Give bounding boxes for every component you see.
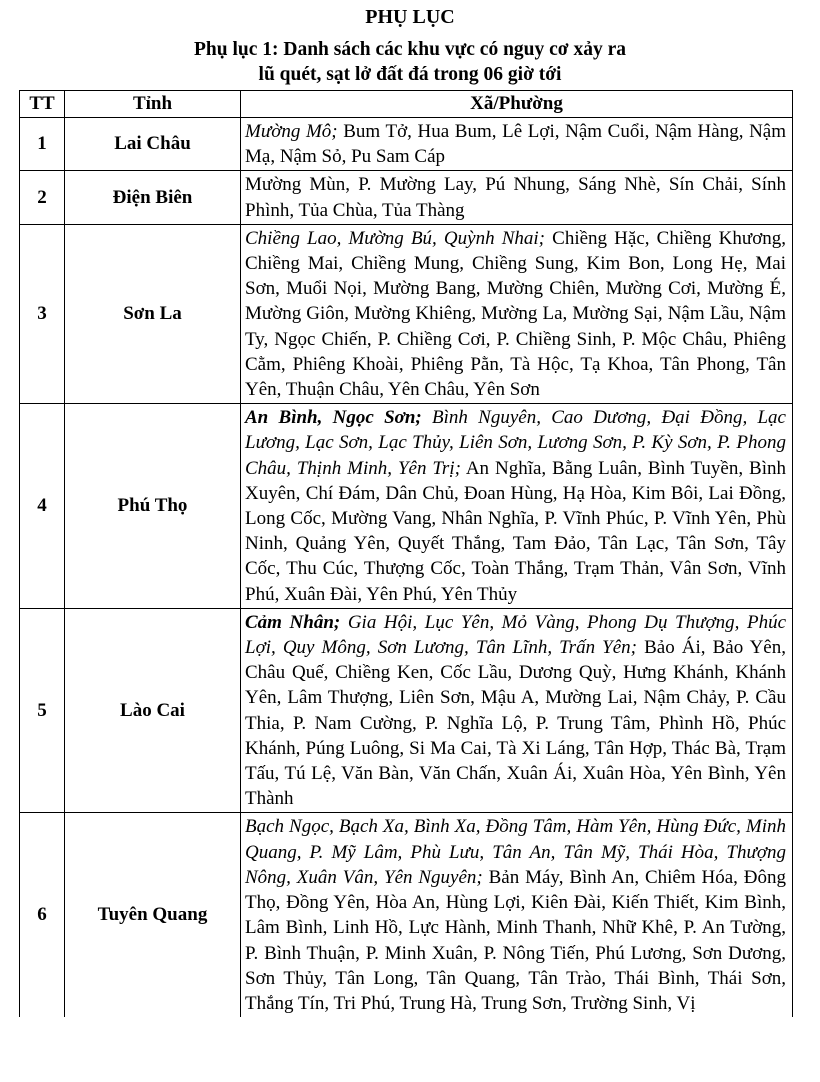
table-header-row: [20, 91, 793, 118]
ward-list: [241, 118, 793, 171]
table-row: [20, 608, 793, 813]
ward-list-bold-italic: Cảm Nhân;: [245, 611, 341, 633]
province-name: Phú Thọ: [65, 404, 241, 609]
ward-list-normal: Mường Mùn, P. Mường Lay, Pú Nhung, Sáng Nhè, Sín Chải, Sính Phình, Tủa Chùa, Tủa Thàng: [245, 174, 786, 221]
table-row: [20, 404, 793, 609]
ward-list-normal: Bản Máy, Bình An, Chiêm Hóa, Đông Thọ, Đồng Yên, Hòa An, Hùng Lợi, Kiên Đài, Kiến Thiết, Kim Bình, Lâm Bình, Linh Hồ, Lực Hành, Minh Thanh, Nhữ Khê, P. An Tường, P. Bình Thuận, P. Minh Xuân, P. Nông Tiến, Phú Lương, Sơn Dương, Sơn Thủy, Tân Long, Tân Quang, Tân Trào, Thái Bình, Thái Sơn, Thắng Tín, Tri Phú, Trung Hà, Trung Sơn, Trường Sinh, Vị: [245, 866, 786, 1014]
table-row: [20, 171, 793, 224]
row-number: 5: [20, 608, 65, 813]
page-title: PHỤ LỤC: [365, 6, 455, 28]
ward-list-italic: Gia Hội, Lục Yên, Mỏ Vàng, Phong Dụ Thượng, Phúc Lợi, Quy Mông, Sơn Lương, Tân Lĩnh, Trấn Yên;: [245, 611, 786, 659]
province-name: Sơn La: [65, 224, 241, 403]
ward-list: [241, 404, 793, 609]
ward-list-bold-italic: An Bình, Ngọc Sơn;: [245, 407, 422, 429]
ward-list-italic: Bình Nguyên, Cao Dương, Đại Đồng, Lạc Lương, Lạc Sơn, Lạc Thủy, Liên Sơn, Lương Sơn, P. Kỳ Sơn, P. Phong Châu, Thịnh Minh, Yên Trị;: [245, 407, 786, 479]
table-row: [20, 118, 793, 171]
header-tt: TT: [20, 91, 65, 118]
ward-list-normal: An Nghĩa, Bằng Luân, Bình Tuyền, Bình Xuyên, Chí Đám, Dân Chủ, Đoan Hùng, Hạ Hòa, Kim Bôi, Lai Đồng, Long Cốc, Mường Vang, Nhân Nghĩa, P. Vĩnh Phúc, P. Vĩnh Yên, Phù Ninh, Quảng Yên, Quyết Thắng, Tam Đảo, Tân Lạc, Tân Sơn, Tây Cốc, Thu Cúc, Thượng Cốc, Toàn Thắng, Trạm Thản, Vân Sơn, Vĩnh Phú, Xuân Đài, Yên Phú, Yên Thủy: [245, 457, 786, 605]
ward-list-italic: Bạch Ngọc, Bạch Xa, Bình Xa, Đồng Tâm, Hàm Yên, Hùng Đức, Minh Quang, P. Mỹ Lâm, Phù Lưu, Tân An, Tân Mỹ, Thái Hòa, Thượng Nông, Xuân Vân, Yên Nguyên;: [245, 816, 786, 888]
row-number: 4: [20, 404, 65, 609]
row-number: 3: [20, 224, 65, 403]
ward-list-normal: Bảo Ái, Bảo Yên, Châu Quế, Chiềng Ken, Cốc Lầu, Dương Quỳ, Hưng Khánh, Khánh Yên, Lâm Thượng, Liên Sơn, Mậu A, Mường Lai, Nậm Chảy, P. Cầu Thia, P. Nam Cường, P. Nghĩa Lộ, P. Trung Tâm, Phình Hồ, Phúc Khánh, Púng Luông, Si Ma Cai, Tà Xi Láng, Tân Hợp, Thác Bà, Trạm Tấu, Tú Lệ, Văn Bàn, Văn Chấn, Xuân Ái, Xuân Hòa, Yên Bình, Yên Thành: [245, 637, 786, 810]
ward-list-italic: Chiềng Lao, Mường Bú, Quỳnh Nhai;: [245, 227, 546, 249]
ward-list: [241, 813, 793, 1017]
header-wards: Xã/Phường: [241, 91, 793, 118]
ward-list: [241, 171, 793, 224]
ward-list: [241, 608, 793, 813]
appendix-subtitle-line-1: Phụ lục 1: Danh sách các khu vực có nguy cơ xảy ra: [193, 39, 627, 60]
table-row: [20, 813, 793, 1017]
appendix-subtitle-line-2: lũ quét, sạt lở đất đá trong 06 giờ tới: [258, 64, 562, 85]
ward-list: [241, 224, 793, 403]
row-number: 1: [20, 118, 65, 171]
province-name: Điện Biên: [65, 171, 241, 224]
risk-area-table: [19, 90, 793, 1017]
province-name: Lai Châu: [65, 118, 241, 171]
row-number: 2: [20, 171, 65, 224]
row-number: 6: [20, 813, 65, 1017]
ward-list-italic: Mường Mô;: [245, 121, 338, 142]
table-row: [20, 224, 793, 403]
ward-list-normal: Bum Tở, Hua Bum, Lê Lợi, Nậm Cuổi, Nậm Hàng, Nậm Mạ, Nậm Sỏ, Pu Sam Cáp: [245, 121, 787, 168]
ward-list-normal: Chiềng Hặc, Chiềng Khương, Chiềng Mai, Chiềng Mung, Chiềng Sung, Kim Bon, Long Hẹ, Mai Sơn, Muổi Nọi, Mường Bang, Mường Chiên, Mường Cơi, Mường É, Mường Giôn, Mường Khiêng, Mường La, Mường Sại, Nậm Lầu, Nậm Ty, Ngọc Chiến, P. Chiềng Cơi, P. Chiềng Sinh, P. Mộc Châu, Phiêng Cằm, Phiêng Khoài, Phiêng Pằn, Tà Hộc, Tạ Khoa, Tân Phong, Tân Yên, Thuận Châu, Yên Châu, Yên Sơn: [245, 227, 786, 401]
header-province: Tỉnh: [65, 91, 241, 118]
province-name: Lào Cai: [65, 608, 241, 813]
province-name: Tuyên Quang: [65, 813, 241, 1017]
